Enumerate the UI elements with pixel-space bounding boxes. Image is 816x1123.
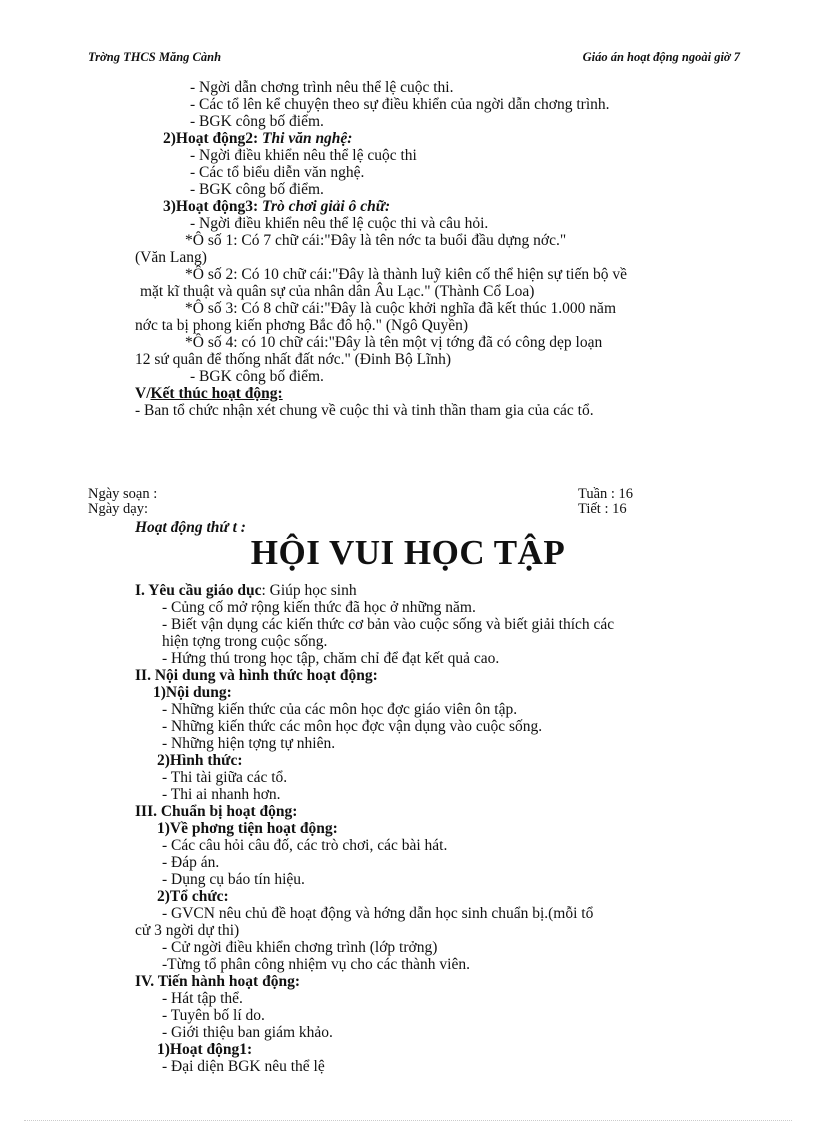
text-line: - Những kiến thức của các môn học đợc giáo viên ôn tập. — [162, 701, 518, 718]
activity-2-heading — [163, 130, 352, 147]
date-taught: Ngày dạy: — [88, 501, 148, 517]
section-i-rest: : Giúp học sinh — [261, 582, 357, 599]
subsection-heading: 1)Nội dung: — [153, 684, 232, 701]
text-line: - Những hiện tợng tự nhiên. — [162, 735, 336, 752]
text-line: - Hát tập thể. — [162, 990, 243, 1007]
activity-3-label: 3)Hoạt động3: — [163, 198, 263, 215]
week-number: Tuần : 16 — [578, 486, 634, 502]
text-line: - Đáp án. — [162, 854, 220, 871]
text-line: - BGK công bố điểm. — [190, 113, 324, 130]
text-line: cử 3 ngời dự thi) — [135, 922, 240, 939]
subsection-heading: 1)Hoạt động1: — [157, 1041, 253, 1058]
activity-2-label: 2)Hoạt động2: — [163, 130, 263, 147]
section-iv-heading: IV. Tiến hành hoạt động: — [135, 973, 300, 990]
text-line: mặt kĩ thuật và quân sự của nhân dân Âu Lạc." (Thành Cổ Loa) — [140, 283, 535, 300]
subsection-heading: 2)Tổ chức: — [157, 888, 229, 905]
page-footer-divider — [24, 1120, 792, 1121]
text-line: - Ngời điều khiển nêu thể lệ cuộc thi và câu hỏi. — [190, 215, 489, 232]
text-line: - BGK công bố điểm. — [190, 368, 324, 385]
text-line: - Đại diện BGK nêu thể lệ — [162, 1058, 325, 1075]
text-line: - Giới thiệu ban giám khảo. — [162, 1024, 333, 1041]
header-school: Trờng THCS Măng Cành — [88, 50, 222, 64]
text-line: -Từng tổ phân công nhiệm vụ cho các thành viên. — [162, 956, 470, 973]
text-line: - Các tổ lên kể chuyện theo sự điều khiển của ngời dẫn chơng trình. — [190, 96, 610, 113]
text-line: - Biết vận dụng các kiến thức cơ bản vào cuộc sống và biết giải thích các — [162, 616, 615, 633]
text-line: - Dụng cụ báo tín hiệu. — [162, 871, 305, 888]
text-line: - GVCN nêu chủ đề hoạt động và hớng dẫn học sinh chuẩn bị.(mỗi tổ — [162, 905, 594, 922]
text-line: - Cử ngời điều khiển chơng trình (lớp trởng) — [162, 939, 438, 956]
subsection-heading: 1)Về phơng tiện hoạt động: — [157, 820, 338, 837]
text-line: - Thi ai nhanh hơn. — [162, 786, 281, 803]
text-line: *Ô số 3: Có 8 chữ cái:"Đây là cuộc khởi nghĩa đã kết thúc 1.000 năm — [185, 300, 616, 317]
text-line: - BGK công bố điểm. — [190, 181, 324, 198]
text-line: hiện tợng trong cuộc sống. — [162, 633, 328, 650]
activity-2-title: Thi văn nghệ: — [262, 130, 353, 147]
text-line: - Các tổ biểu diễn văn nghệ. — [190, 164, 365, 181]
text-line: *Ô số 2: Có 10 chữ cái:"Đây là thành luỹ kiên cố thể hiện sự tiến bộ về — [185, 266, 627, 283]
section-v-prefix: V/ — [135, 385, 151, 402]
text-line: - Hứng thú trong học tập, chăm chỉ để đạt kết quả cao. — [162, 650, 500, 667]
text-line: 12 sứ quân để thống nhất đất nớc." (Đinh Bộ Lĩnh) — [135, 351, 452, 368]
activity-3-title: Trò chơi giải ô chữ: — [262, 198, 391, 215]
period-number: Tiết : 16 — [578, 501, 627, 517]
text-line: - Củng cố mở rộng kiến thức đã học ở những năm. — [162, 599, 476, 616]
text-line: nớc ta bị phong kiến phơng Bắc đô hộ." (Ngô Quyền) — [135, 317, 469, 334]
text-line: - Các câu hỏi câu đố, các trò chơi, các bài hát. — [162, 837, 448, 854]
text-line: - Những kiến thức các môn học đợc vận dụng vào cuộc sống. — [162, 718, 543, 735]
section-i-heading — [135, 582, 357, 599]
date-prepared: Ngày soạn : — [88, 486, 158, 502]
section-v-title: Kết thúc hoạt động: — [150, 385, 283, 402]
header-doc-title: Giáo án hoạt động ngoài giờ 7 — [582, 50, 740, 64]
text-line: (Văn Lang) — [135, 249, 207, 266]
section-v-heading — [135, 385, 283, 402]
activity-3-heading — [163, 198, 390, 215]
text-line: - Ban tổ chức nhận xét chung về cuộc thi và tinh thần tham gia của các tổ. — [135, 402, 594, 419]
text-line: - Tuyên bố lí do. — [162, 1007, 265, 1024]
text-line: *Ô số 1: Có 7 chữ cái:"Đây là tên nớc ta buổi đầu dựng nớc." — [185, 232, 567, 249]
text-line: *Ô số 4: có 10 chữ cái:"Đây là tên một vị tớng đã có công dẹp loạn — [185, 334, 603, 351]
text-line: - Thi tài giữa các tổ. — [162, 769, 288, 786]
section-iii-heading: III. Chuẩn bị hoạt động: — [135, 803, 298, 820]
section-i-title: I. Yêu cầu giáo dục — [135, 582, 262, 599]
section-ii-heading: II. Nội dung và hình thức hoạt động: — [135, 667, 378, 684]
activity-number: Hoạt động thứ t : — [135, 519, 246, 536]
text-line: - Ngời dẫn chơng trình nêu thể lệ cuộc thi. — [190, 79, 454, 96]
subsection-heading: 2)Hình thức: — [157, 752, 243, 769]
text-line: - Ngời điều khiển nêu thể lệ cuộc thi — [190, 147, 417, 164]
page-title: HỘI VUI HỌC TẬP — [250, 533, 566, 572]
